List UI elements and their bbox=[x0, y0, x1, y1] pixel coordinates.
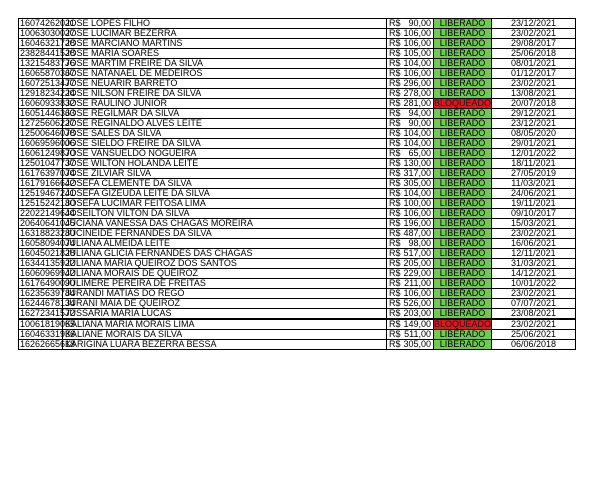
value-cell bbox=[387, 49, 434, 59]
table-row bbox=[19, 19, 576, 29]
table-row bbox=[19, 299, 576, 309]
amount: 203,00 bbox=[403, 308, 431, 318]
date-cell: 14/12/2021 bbox=[492, 269, 576, 279]
currency-symbol: R$ bbox=[389, 108, 401, 118]
name-cell: JOSEILTON VILTON DA SILVA bbox=[63, 209, 387, 219]
date-cell: 16/06/2021 bbox=[492, 239, 576, 249]
currency-symbol: R$ bbox=[389, 98, 401, 108]
currency-symbol: R$ bbox=[389, 178, 401, 188]
amount: 296,00 bbox=[403, 78, 431, 88]
date-cell: 12/11/2021 bbox=[492, 249, 576, 259]
amount: 65,00 bbox=[408, 148, 431, 158]
value-cell bbox=[387, 319, 434, 330]
value-cell bbox=[387, 89, 434, 99]
value-cell bbox=[387, 269, 434, 279]
currency-symbol: R$ bbox=[389, 258, 401, 268]
name-cell: KARIGINA LUARA BEZERRA BESSA bbox=[63, 340, 387, 350]
name-cell: JOSE MARTIM FREIRE DA SILVA bbox=[63, 59, 387, 69]
currency-symbol: R$ bbox=[389, 268, 401, 278]
name-cell: JOSE WILTON HOLANDA LEITE bbox=[63, 159, 387, 169]
amount: 487,00 bbox=[403, 228, 431, 238]
value-cell bbox=[387, 289, 434, 299]
date-cell: 09/10/2017 bbox=[492, 209, 576, 219]
name-cell: JOSE LUCIMAR BEZERRA bbox=[63, 29, 387, 39]
status-badge-liberado: LIBERADO bbox=[434, 159, 492, 169]
status-badge-liberado: LIBERADO bbox=[434, 239, 492, 249]
name-cell: JULIANA MORAIS DE QUEIROZ bbox=[63, 269, 387, 279]
date-cell: 15/03/2021 bbox=[492, 219, 576, 229]
code-cell: 16058094074 bbox=[20, 238, 76, 248]
date-cell: 11/03/2021 bbox=[492, 179, 576, 189]
table-row bbox=[19, 69, 576, 79]
value-cell bbox=[387, 139, 434, 149]
amount: 196,00 bbox=[403, 218, 431, 228]
name-cell: JOSE REGILMAR DA SILVA bbox=[63, 109, 387, 119]
table-row bbox=[19, 199, 576, 209]
currency-symbol: R$ bbox=[389, 128, 401, 138]
code-cell: 10061819065 bbox=[20, 319, 76, 329]
date-cell: 13/08/2021 bbox=[492, 89, 576, 99]
table-row bbox=[19, 159, 576, 169]
date-cell: 10/01/2022 bbox=[492, 279, 576, 289]
name-cell: JULIANA GLICIA FERNANDES DAS CHAGAS bbox=[63, 249, 387, 259]
name-cell: JULIMERE PEREIRA DE FREITAS bbox=[63, 279, 387, 289]
code-cell: 12918234224 bbox=[20, 88, 76, 98]
currency-symbol: R$ bbox=[389, 298, 401, 308]
code-cell: 13215483776 bbox=[20, 58, 76, 68]
code-cell: 12500646078 bbox=[20, 128, 76, 138]
value-cell bbox=[387, 99, 434, 109]
code-cell: 16235639784 bbox=[20, 288, 76, 298]
name-cell: KALIANE MORAIS DA SILVA bbox=[63, 330, 387, 340]
date-cell: 08/05/2020 bbox=[492, 129, 576, 139]
status-badge-liberado: LIBERADO bbox=[434, 129, 492, 139]
value-cell bbox=[387, 179, 434, 189]
amount: 511,00 bbox=[404, 329, 431, 339]
value-cell bbox=[387, 279, 434, 289]
table-row bbox=[19, 269, 576, 279]
code-cell: 22022149644 bbox=[20, 208, 76, 218]
amount: 526,00 bbox=[403, 298, 431, 308]
name-cell: JULIANA ALMEIDA LEITE bbox=[63, 239, 387, 249]
table-row bbox=[19, 49, 576, 59]
date-cell: 23/12/2021 bbox=[492, 119, 576, 129]
code-cell: 16272341572 bbox=[20, 308, 76, 318]
table-row bbox=[19, 149, 576, 159]
amount: 149,00 bbox=[403, 319, 431, 329]
code-cell: 16176397074 bbox=[20, 168, 76, 178]
status-badge-liberado: LIBERADO bbox=[434, 79, 492, 89]
status-badge-liberado: LIBERADO bbox=[434, 179, 492, 189]
table-row bbox=[19, 119, 576, 129]
table-row bbox=[19, 29, 576, 39]
table-row bbox=[19, 99, 576, 109]
value-cell bbox=[387, 309, 434, 320]
status-badge-liberado: LIBERADO bbox=[434, 89, 492, 99]
value-cell bbox=[387, 219, 434, 229]
amount: 94,00 bbox=[408, 108, 431, 118]
status-badge-liberado: LIBERADO bbox=[434, 299, 492, 309]
status-badge-liberado: LIBERADO bbox=[434, 139, 492, 149]
date-cell: 23/02/2021 bbox=[492, 319, 576, 330]
value-cell bbox=[387, 259, 434, 269]
status-badge-bloqueado: BLOQUEADO bbox=[434, 319, 492, 329]
code-cell: 20640641045 bbox=[20, 218, 76, 228]
currency-symbol: R$ bbox=[389, 138, 401, 148]
table-row bbox=[19, 89, 576, 99]
status-badge-liberado: LIBERADO bbox=[434, 119, 492, 129]
table-row bbox=[19, 259, 576, 269]
name-cell: JULIANA MARIA QUEIROZ DOS SANTOS bbox=[63, 259, 387, 269]
code-cell: 16045021828 bbox=[20, 248, 76, 258]
amount: 305,00 bbox=[403, 178, 431, 188]
date-cell: 23/02/2021 bbox=[492, 289, 576, 299]
status-badge-liberado: LIBERADO bbox=[434, 29, 492, 39]
status-badge-liberado: LIBERADO bbox=[434, 149, 492, 159]
code-cell: 16244678134 bbox=[20, 298, 76, 308]
code-cell: 12515242180 bbox=[20, 198, 76, 208]
amount: 90,00 bbox=[408, 118, 431, 128]
amount: 104,00 bbox=[403, 58, 431, 68]
value-cell bbox=[387, 59, 434, 69]
name-cell: JOSE VANSUELDO NOGUEIRA bbox=[63, 149, 387, 159]
currency-symbol: R$ bbox=[389, 158, 401, 168]
name-cell: JOSE LOPES FILHO bbox=[63, 19, 387, 29]
currency-symbol: R$ bbox=[389, 319, 401, 329]
table-row bbox=[19, 179, 576, 189]
amount: 130,00 bbox=[403, 158, 431, 168]
table-row bbox=[19, 249, 576, 259]
status-badge-liberado: LIBERADO bbox=[434, 209, 492, 219]
name-cell: JOSEFA LUCIMAR FEITOSA LIMA bbox=[63, 199, 387, 209]
currency-symbol: R$ bbox=[389, 228, 401, 238]
table-row bbox=[19, 59, 576, 69]
status-badge-liberado: LIBERADO bbox=[434, 59, 492, 69]
status-badge-liberado: LIBERADO bbox=[434, 259, 492, 269]
amount: 106,00 bbox=[403, 68, 431, 78]
value-cell bbox=[387, 209, 434, 219]
currency-symbol: R$ bbox=[389, 248, 401, 258]
currency-symbol: R$ bbox=[389, 329, 401, 339]
table-row bbox=[19, 229, 576, 239]
code-cell: 16318823280 bbox=[20, 228, 76, 238]
value-cell bbox=[387, 299, 434, 309]
code-cell: 12519467241 bbox=[20, 188, 76, 198]
currency-symbol: R$ bbox=[389, 208, 401, 218]
status-badge-liberado: LIBERADO bbox=[434, 340, 492, 350]
currency-symbol: R$ bbox=[389, 58, 401, 68]
amount: 281,00 bbox=[403, 98, 431, 108]
table-row bbox=[19, 169, 576, 179]
code-cell: 16344135922 bbox=[20, 258, 76, 268]
date-cell: 31/03/2021 bbox=[492, 259, 576, 269]
date-cell: 18/11/2021 bbox=[492, 159, 576, 169]
status-badge-liberado: LIBERADO bbox=[434, 69, 492, 79]
name-cell: JOSE ZILVIAR SILVA bbox=[63, 169, 387, 179]
name-cell: JOSE NILSON FREIRE DA SILVA bbox=[63, 89, 387, 99]
currency-symbol: R$ bbox=[389, 238, 401, 248]
value-cell bbox=[387, 69, 434, 79]
amount: 104,00 bbox=[403, 128, 431, 138]
value-cell bbox=[387, 29, 434, 39]
table-row bbox=[19, 279, 576, 289]
name-cell: JOSEFA CLEMENTE DA SILVA bbox=[63, 179, 387, 189]
code-cell: 16046321728 bbox=[20, 38, 76, 48]
status-badge-liberado: LIBERADO bbox=[434, 19, 492, 29]
value-cell bbox=[387, 149, 434, 159]
date-cell: 23/12/2021 bbox=[492, 19, 576, 29]
amount: 211,00 bbox=[404, 278, 431, 288]
date-cell: 24/06/2021 bbox=[492, 189, 576, 199]
currency-symbol: R$ bbox=[389, 28, 401, 38]
table-row bbox=[19, 139, 576, 149]
code-cell: 16046331936 bbox=[20, 329, 76, 339]
amount: 229,00 bbox=[403, 268, 431, 278]
code-cell: 12501047737 bbox=[20, 158, 76, 168]
date-cell: 23/02/2021 bbox=[492, 29, 576, 39]
status-badge-liberado: LIBERADO bbox=[434, 269, 492, 279]
name-cell: JOSEFA GIZEUDA LEITE DA SILVA bbox=[63, 189, 387, 199]
amount: 104,00 bbox=[403, 188, 431, 198]
date-cell: 23/08/2021 bbox=[492, 309, 576, 320]
code-cell: 16051446363 bbox=[20, 108, 76, 118]
status-badge-liberado: LIBERADO bbox=[434, 169, 492, 179]
status-badge-liberado: LIBERADO bbox=[434, 289, 492, 299]
value-cell bbox=[387, 330, 434, 340]
name-cell: JURANI MAIA DE QUEIROZ bbox=[63, 299, 387, 309]
code-cell: 12725606227 bbox=[20, 118, 76, 128]
date-cell: 19/11/2021 bbox=[492, 199, 576, 209]
date-cell: 23/02/2021 bbox=[492, 79, 576, 89]
value-cell bbox=[387, 79, 434, 89]
value-cell bbox=[387, 129, 434, 139]
date-cell: 27/05/2019 bbox=[492, 169, 576, 179]
table-row bbox=[19, 239, 576, 249]
table-row bbox=[19, 219, 576, 229]
value-cell bbox=[387, 159, 434, 169]
amount: 105,00 bbox=[403, 48, 431, 58]
name-cell: JOSE SALES DA SILVA bbox=[63, 129, 387, 139]
code-cell: 16179166642 bbox=[20, 178, 76, 188]
code-cell: 16065870367 bbox=[20, 68, 76, 78]
amount: 205,00 bbox=[403, 258, 431, 268]
code-cell: 16069596006 bbox=[20, 138, 76, 148]
currency-symbol: R$ bbox=[389, 308, 401, 318]
name-cell: JURANDI MATIAS DO REGO bbox=[63, 289, 387, 299]
date-cell: 06/06/2018 bbox=[492, 340, 576, 350]
table-row bbox=[19, 109, 576, 119]
code-cell: 16176490090 bbox=[20, 278, 76, 288]
records-table bbox=[18, 18, 576, 350]
value-cell bbox=[387, 239, 434, 249]
currency-symbol: R$ bbox=[389, 339, 401, 349]
status-badge-liberado: LIBERADO bbox=[434, 309, 492, 320]
value-cell bbox=[387, 340, 434, 350]
table-row bbox=[19, 289, 576, 299]
date-cell: 12/01/2022 bbox=[492, 149, 576, 159]
date-cell: 25/06/2018 bbox=[492, 49, 576, 59]
code-cell: 16072513477 bbox=[20, 78, 76, 88]
name-cell: JOSE REGINALDO ALVES LEITE bbox=[63, 119, 387, 129]
value-cell bbox=[387, 199, 434, 209]
value-cell bbox=[387, 19, 434, 29]
currency-symbol: R$ bbox=[389, 88, 401, 98]
status-badge-liberado: LIBERADO bbox=[434, 330, 492, 340]
records-table-body bbox=[19, 19, 576, 350]
currency-symbol: R$ bbox=[389, 278, 401, 288]
table-row bbox=[19, 309, 576, 320]
name-cell: JOSE NEUARIR BARRETO bbox=[63, 79, 387, 89]
status-badge-liberado: LIBERADO bbox=[434, 39, 492, 49]
currency-symbol: R$ bbox=[389, 78, 401, 88]
amount: 100,00 bbox=[403, 198, 431, 208]
date-cell: 08/01/2021 bbox=[492, 59, 576, 69]
amount: 90,00 bbox=[408, 18, 431, 28]
code-cell: 23828441528 bbox=[20, 48, 76, 58]
value-cell bbox=[387, 39, 434, 49]
value-cell bbox=[387, 109, 434, 119]
date-cell: 01/12/2017 bbox=[492, 69, 576, 79]
amount: 106,00 bbox=[403, 28, 431, 38]
currency-symbol: R$ bbox=[389, 118, 401, 128]
date-cell: 23/02/2021 bbox=[492, 229, 576, 239]
amount: 278,00 bbox=[403, 88, 431, 98]
date-cell: 20/07/2018 bbox=[492, 99, 576, 109]
status-badge-liberado: LIBERADO bbox=[434, 229, 492, 239]
table-row bbox=[19, 319, 576, 330]
currency-symbol: R$ bbox=[389, 68, 401, 78]
date-cell: 29/01/2021 bbox=[492, 139, 576, 149]
name-cell: JOSE SIELDO FREIRE DA SILVA bbox=[63, 139, 387, 149]
code-cell: 16060933832 bbox=[20, 98, 76, 108]
value-cell bbox=[387, 119, 434, 129]
amount: 98,00 bbox=[408, 238, 431, 248]
currency-symbol: R$ bbox=[389, 198, 401, 208]
table-row bbox=[19, 79, 576, 89]
currency-symbol: R$ bbox=[389, 148, 401, 158]
name-cell: JUCINEIDE FERNANDES DA SILVA bbox=[63, 229, 387, 239]
status-badge-bloqueado: BLOQUEADO bbox=[434, 98, 492, 108]
currency-symbol: R$ bbox=[389, 188, 401, 198]
status-badge-liberado: LIBERADO bbox=[434, 279, 492, 289]
amount: 317,00 bbox=[403, 168, 431, 178]
name-cell: JOSE NATANAEL DE MEDEIROS bbox=[63, 69, 387, 79]
currency-symbol: R$ bbox=[389, 218, 401, 228]
value-cell bbox=[387, 189, 434, 199]
amount: 517,00 bbox=[403, 248, 431, 258]
amount: 104,00 bbox=[403, 138, 431, 148]
status-badge-liberado: LIBERADO bbox=[434, 109, 492, 119]
currency-symbol: R$ bbox=[389, 48, 401, 58]
code-cell: 16262665618 bbox=[20, 339, 76, 349]
code-cell: 16060969942 bbox=[20, 268, 76, 278]
date-cell: 07/07/2021 bbox=[492, 299, 576, 309]
code-cell: 10063030027 bbox=[20, 28, 76, 38]
amount: 106,00 bbox=[403, 288, 431, 298]
name-cell: JOSE RAULINO JUNIOR bbox=[63, 99, 387, 109]
currency-symbol: R$ bbox=[389, 168, 401, 178]
table-row bbox=[19, 209, 576, 219]
code-cell: 16061249870 bbox=[20, 148, 76, 158]
date-cell: 29/12/2021 bbox=[492, 109, 576, 119]
status-badge-liberado: LIBERADO bbox=[434, 219, 492, 229]
code-cell: 16074262021 bbox=[20, 18, 76, 28]
table-row bbox=[19, 39, 576, 49]
amount: 305,00 bbox=[403, 339, 431, 349]
status-badge-liberado: LIBERADO bbox=[434, 189, 492, 199]
status-badge-liberado: LIBERADO bbox=[434, 199, 492, 209]
table-row bbox=[19, 330, 576, 340]
status-badge-liberado: LIBERADO bbox=[434, 249, 492, 259]
date-cell: 29/08/2017 bbox=[492, 39, 576, 49]
currency-symbol: R$ bbox=[389, 18, 401, 28]
currency-symbol: R$ bbox=[389, 38, 401, 48]
table-row bbox=[19, 129, 576, 139]
value-cell bbox=[387, 249, 434, 259]
name-cell: KALIANA MARIA MORAIS LIMA bbox=[63, 319, 387, 330]
table-row bbox=[19, 340, 576, 350]
name-cell: JOSE MARCIANO MARTINS bbox=[63, 39, 387, 49]
table-row bbox=[19, 189, 576, 199]
name-cell: JUSSARIA MARIA LUCAS bbox=[63, 309, 387, 320]
name-cell: JUCIANA VANESSA DAS CHAGAS MOREIRA bbox=[63, 219, 387, 229]
date-cell: 25/06/2021 bbox=[492, 330, 576, 340]
value-cell bbox=[387, 229, 434, 239]
amount: 106,00 bbox=[403, 38, 431, 48]
status-badge-liberado: LIBERADO bbox=[434, 49, 492, 59]
amount: 106,00 bbox=[403, 208, 431, 218]
currency-symbol: R$ bbox=[389, 288, 401, 298]
value-cell bbox=[387, 169, 434, 179]
name-cell: JOSE MARIA SOARES bbox=[63, 49, 387, 59]
